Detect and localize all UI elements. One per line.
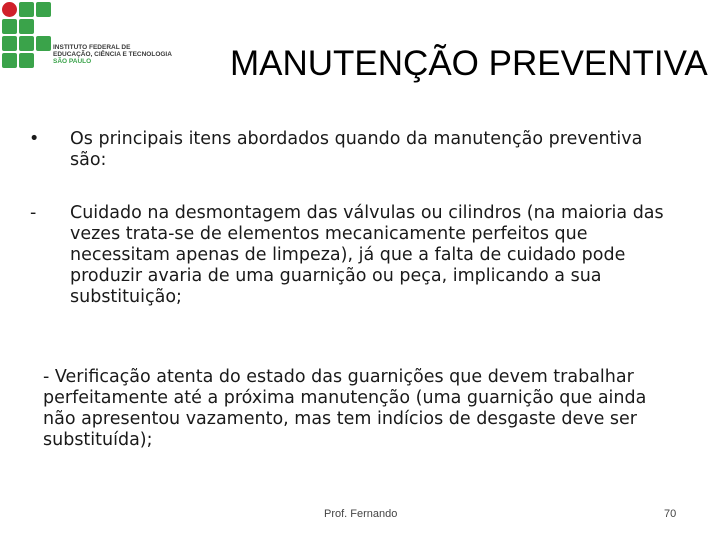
bullet-intro-text: Os principais itens abordados quando da manutenção preventiva são: <box>70 129 643 170</box>
logo-line-2: EDUCAÇÃO, CIÊNCIA E TECNOLOGIA <box>53 51 172 58</box>
slide-title: MANUTENÇÃO PREVENTIVA <box>230 44 708 83</box>
institution-logo <box>0 0 175 75</box>
bullet-marker: • <box>29 129 40 149</box>
logo-text <box>53 44 172 65</box>
page-number: 70 <box>664 508 677 520</box>
dash-marker: - <box>30 203 37 223</box>
footer-author: Prof. Fernando <box>324 508 398 520</box>
logo-line-1: INSTITUTO FEDERAL DE <box>53 44 131 51</box>
item-seal-inspection: - Verificação atenta do estado das guarnições que devem trabalhar perfeitamente até a próxima manutenção (uma guarnição que ainda não apresentou vazamento, mas tem indícios de desgaste deve ser substituída); <box>43 367 647 450</box>
item-disassembly-care: Cuidado na desmontagem das válvulas ou cilindros (na maioria das vezes trata-se de elementos mecanicamente perfeitos que necessitam apenas de limpeza), já que a falta de cuidado pode produzir avaria de uma guarnição ou peça, implicando a sua substituição; <box>70 203 664 307</box>
logo-line-3: SÃO PAULO <box>53 58 92 65</box>
